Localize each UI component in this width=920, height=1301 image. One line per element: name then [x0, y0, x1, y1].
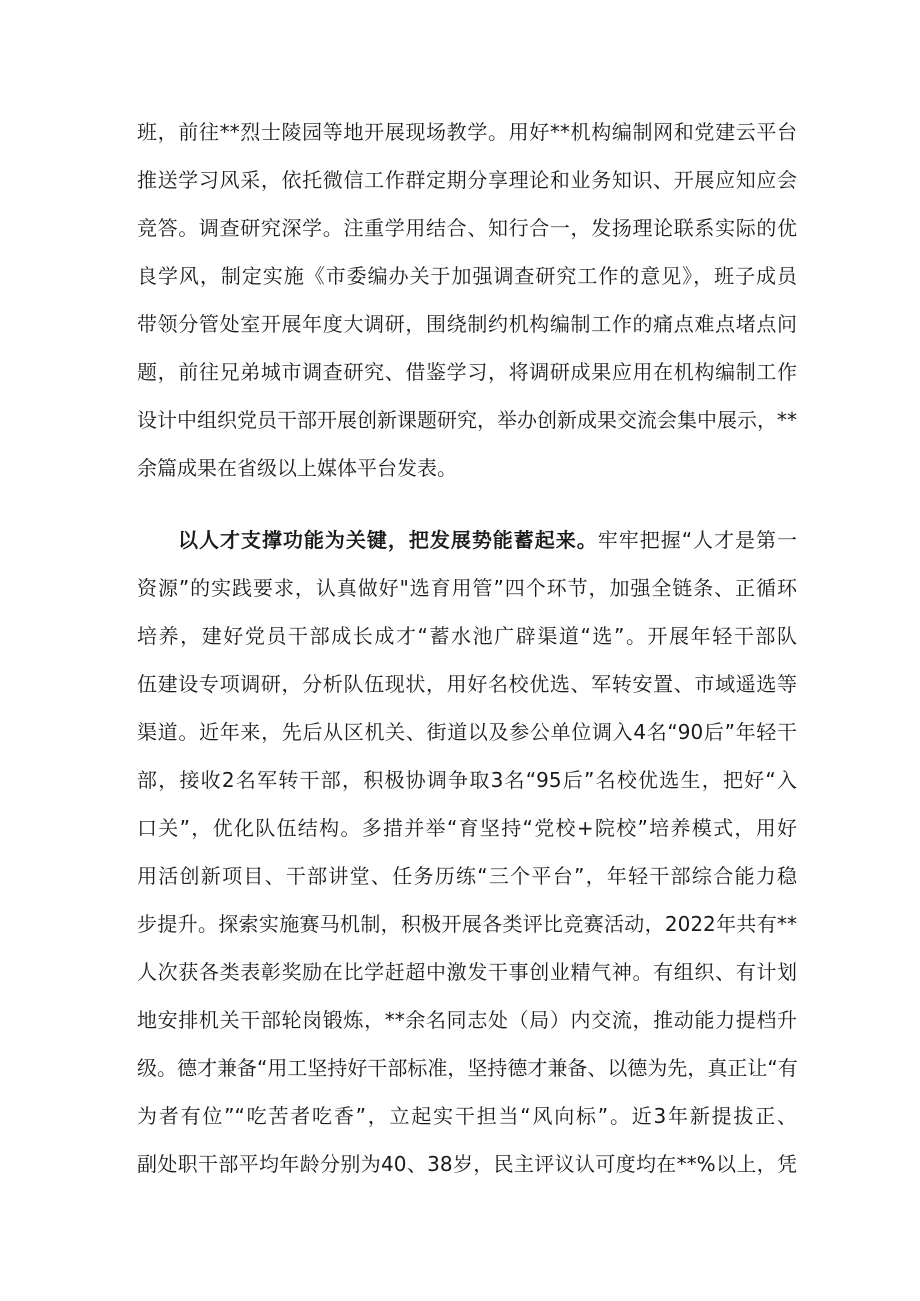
text-line: 步提升。探索实施赛马机制，积极开展各类评比竞赛活动，2022年共有**	[137, 912, 797, 936]
text-line: 为者有位”“吃苦者吃香”，立起实干担当“风向标”。近3年新提拔正、	[137, 1104, 797, 1128]
text-line: 副处职干部平均年龄分别为40、38岁，民主评议认可度均在**%以上，凭	[137, 1152, 797, 1176]
text-line: 资源”的实践要求，认真做好"选育用管”四个环节，加强全链条、正循环	[137, 576, 797, 600]
text-line: 推送学习风采，依托微信工作群定期分享理论和业务知识、开展应知应会	[137, 168, 797, 192]
paragraph-heading: 以人才支撑功能为关键，把发展势能蓄起来。	[178, 528, 598, 552]
text-line: 设计中组织党员干部开展创新课题研究，举办创新成果交流会集中展示，**	[137, 408, 797, 432]
text-line: 口关”，优化队伍结构。多措并举“育坚持“党校+院校”培养模式，用好	[137, 816, 797, 840]
text-line: 地安排机关干部轮岗锻炼，**余名同志处（局）内交流，推动能力提档升	[137, 1008, 797, 1032]
text-line: 人次获各类表彰奖励在比学赶超中激发干事创业精气神。有组织、有计划	[137, 960, 797, 984]
text-line: 伍建设专项调研，分析队伍现状，用好名校优选、军转安置、市域遥选等	[137, 672, 797, 696]
text-line: 班，前往**烈士陵园等地开展现场教学。用好**机构编制网和党建云平台	[137, 120, 797, 144]
text-line: 题，前往兄弟城市调查研究、借鉴学习，将调研成果应用在机构编制工作	[137, 360, 797, 384]
text-line: 带领分管处室开展年度大调研，围绕制约机构编制工作的痛点难点堵点问	[137, 312, 797, 336]
text-line: 竞答。调查研究深学。注重学用结合、知行合一，发扬理论联系实际的优	[137, 216, 797, 240]
text-line: 渠道。近年来，先后从区机关、街道以及参公单位调入4名“90后”年轻干	[137, 720, 797, 744]
text-line: 级。德才兼备“用工坚持好干部标准，坚持德才兼备、以德为先，真正让“有	[137, 1056, 798, 1080]
paragraph-first-line	[178, 528, 797, 552]
paragraph-heading-rest: 牢牢把握“人才是第一	[597, 528, 797, 552]
text-line: 培养，建好党员干部成长成才“蓄水池广辟渠道“选”。开展年轻干部队	[137, 624, 797, 648]
text-line: 部，接收2名军转干部，积极协调争取3名“95后”名校优选生，把好“入	[137, 768, 797, 792]
text-line: 余篇成果在省级以上媒体平台发表。	[137, 456, 457, 480]
text-line: 良学风，制定实施《市委编办关于加强调查研究工作的意见》，班子成员	[137, 264, 797, 288]
text-line: 用活创新项目、干部讲堂、任务历练“三个平台”，年轻干部综合能力稳	[137, 864, 797, 888]
